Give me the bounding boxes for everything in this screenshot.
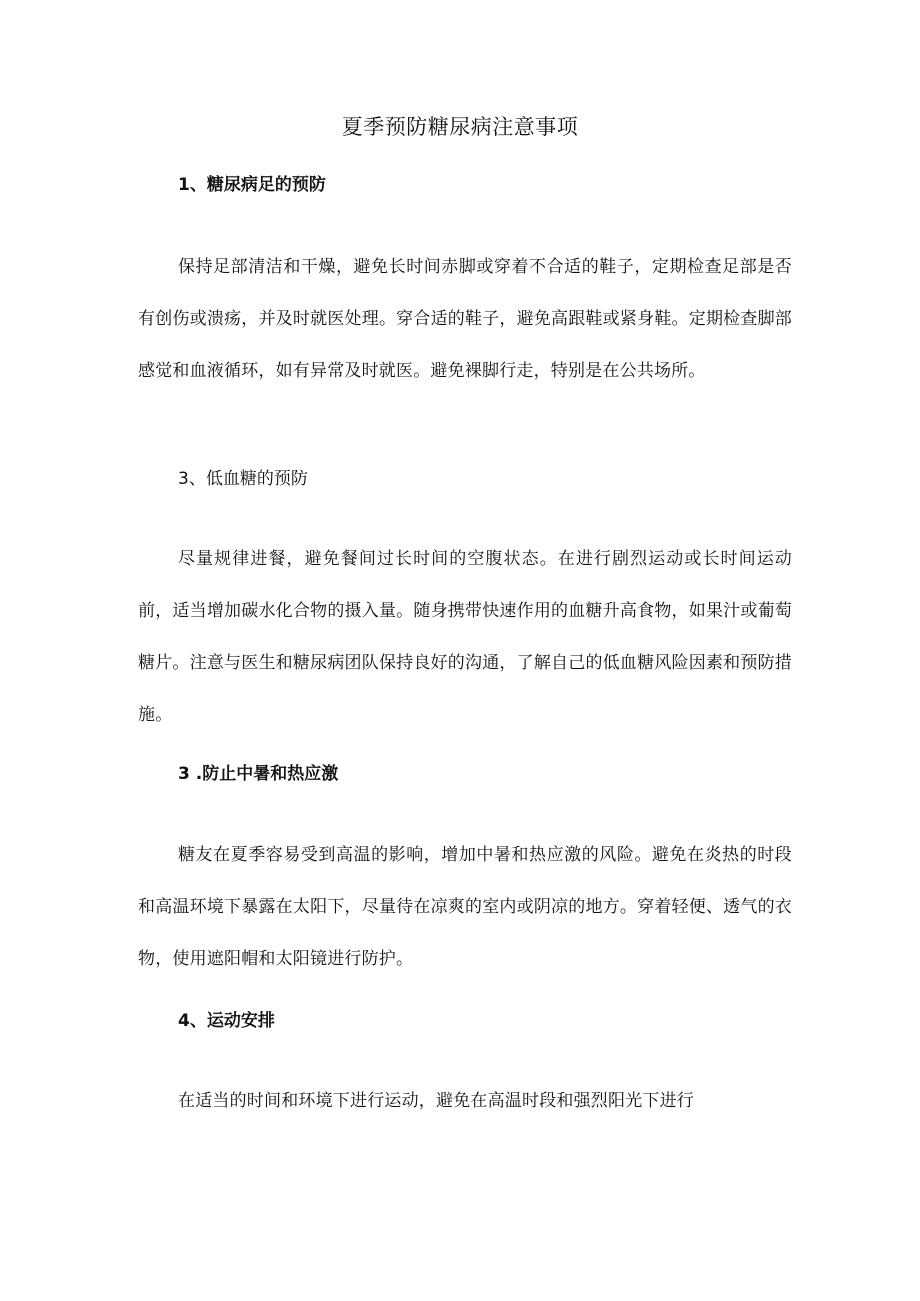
section-heading-exercise: 4、运动安排 (178, 1011, 275, 1031)
section-heading-hypoglycemia: 3、低血糖的预防 (178, 469, 308, 489)
section-body-hypoglycemia: 尽量规律进餐，避免餐间过长时间的空腹状态。在进行剧烈运动或长时间运动前，适当增加碳水化合物的摄入量。随身携带快速作用的血糖升高食物，如果汁或葡萄糖片。注意与医生和糖尿病团队保持良好的沟通，了解自己的低血糖风险因素和预防措施。 (138, 549, 792, 725)
section-body-heatstroke: 糖友在夏季容易受到高温的影响，增加中暑和热应激的风险。避免在炎热的时段和高温环境下暴露在太阳下，尽量待在凉爽的室内或阴凉的地方。穿着轻便、透气的衣物，使用遮阳帽和太阳镜进行防护。 (138, 845, 792, 969)
section-heading-heatstroke: 3 .防止中暑和热应激 (178, 764, 339, 784)
section-heading-foot-care: 1、糖尿病足的预防 (178, 175, 326, 195)
section-body-foot-care: 保持足部清洁和干燥，避免长时间赤脚或穿着不合适的鞋子，定期检查足部是否有创伤或溃疡，并及时就医处理。穿合适的鞋子，避免高跟鞋或紧身鞋。定期检查脚部感觉和血液循环，如有异常及时就医。避免裸脚行走，特别是在公共场所。 (138, 257, 792, 381)
document-title: 夏季预防糖尿病注意事项 (341, 115, 579, 139)
section-body-exercise: 在适当的时间和环境下进行运动，避免在高温时段和强烈阳光下进行 (178, 1091, 694, 1111)
